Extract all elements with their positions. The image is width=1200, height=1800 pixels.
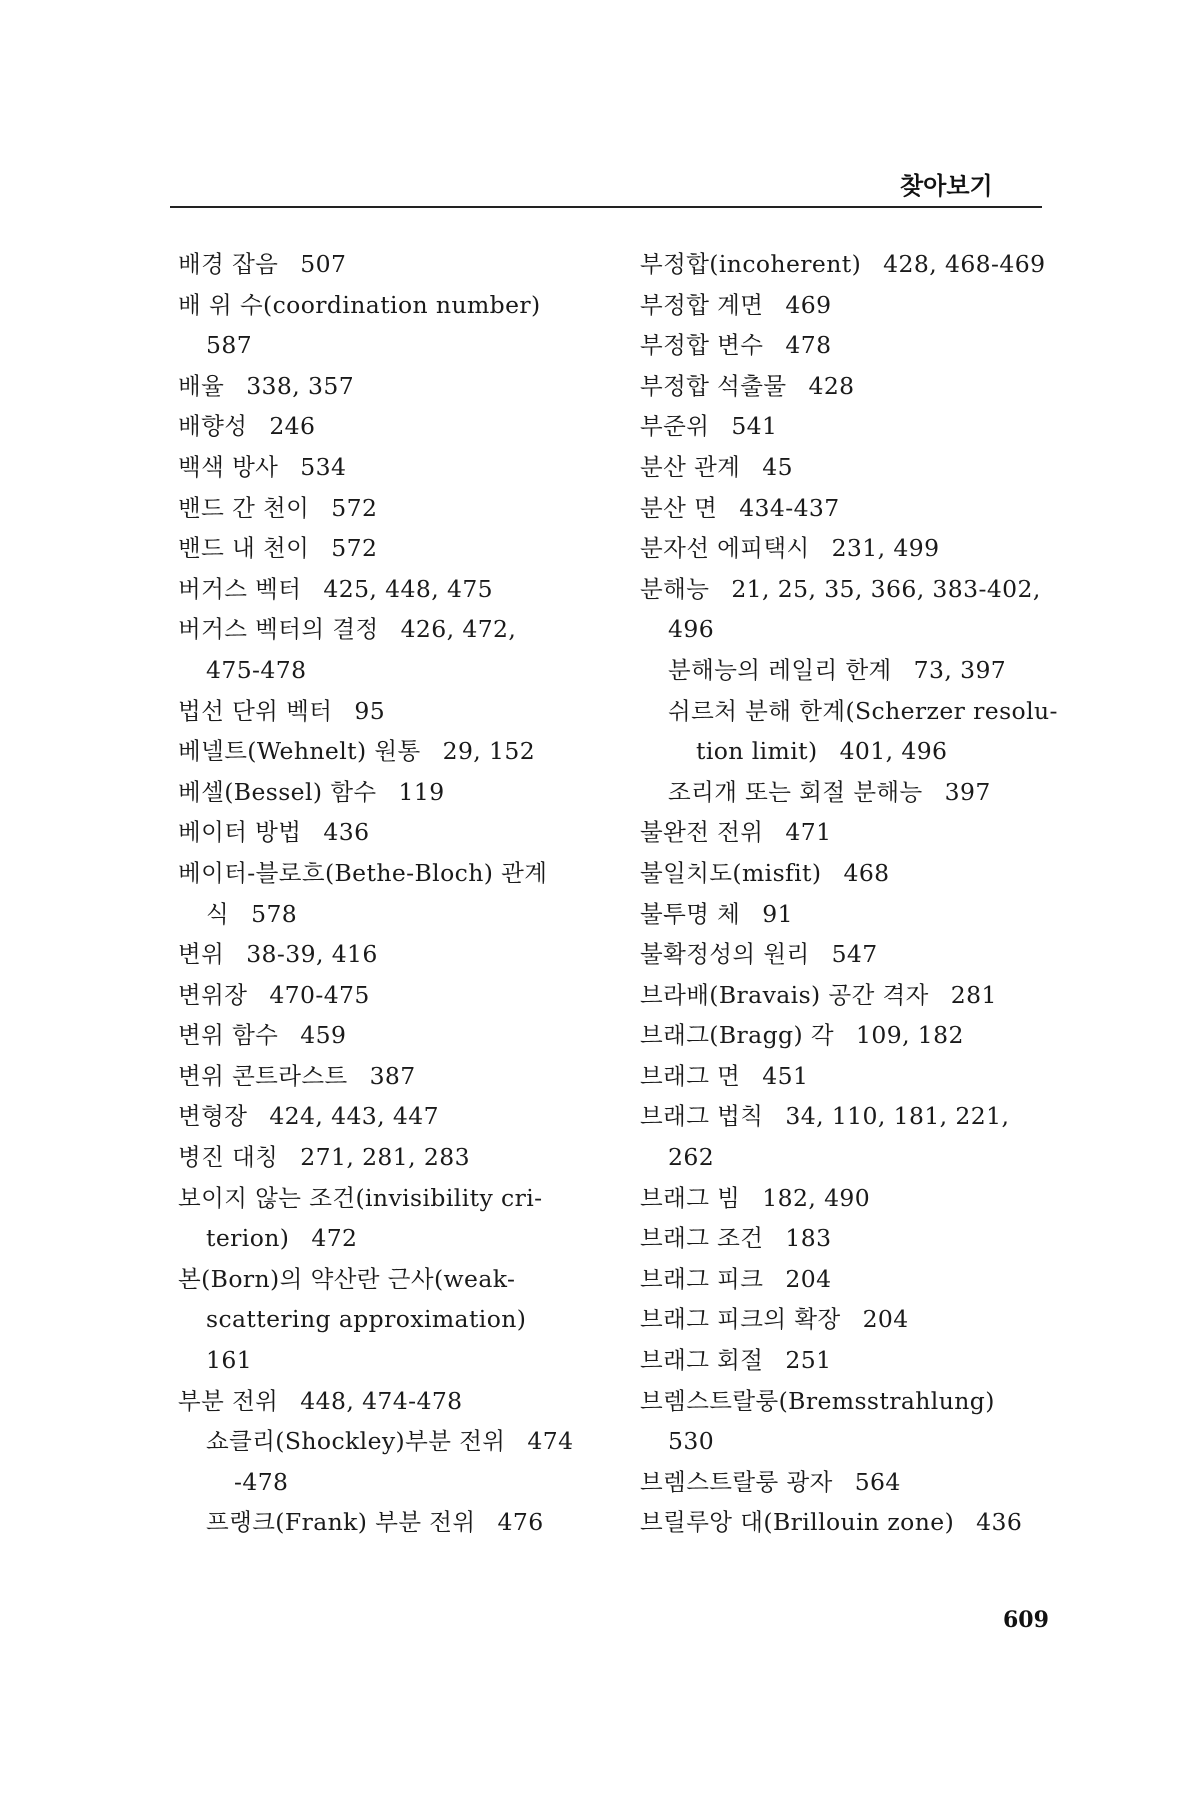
index-term: 보이지 않는 조건(invisibility cri- [178,1183,543,1212]
index-term: 분해능의 레일리 한계 [668,655,892,684]
index-entry [640,447,1090,488]
index-term: terion) [206,1224,290,1253]
index-entry [178,1381,618,1422]
index-entry [178,1178,618,1219]
index-term: 브래그 법칙 [640,1102,764,1131]
index-entry [178,975,618,1016]
index-entry [178,1015,618,1056]
index-entry [640,1137,1090,1178]
index-term: 부정합 석출물 [640,371,787,400]
index-entry [178,853,618,894]
page-references: 109, 182 [856,1021,964,1050]
page-references: 428 [808,371,855,400]
index-term: 베이터-블로흐(Bethe-Bloch) 관계 [178,858,548,887]
index-entry [640,1015,1090,1056]
page-references: 91 [762,899,793,928]
page-references: 496 [668,615,715,644]
page-references: 468 [843,858,890,887]
index-term: scattering approximation) [206,1305,527,1334]
index-entry [640,894,1090,935]
page-references: 541 [731,412,778,441]
index-entry [178,1096,618,1137]
page-references: 34, 110, 181, 221, [785,1102,1010,1131]
index-entry [178,609,618,650]
page-references: 281 [950,980,997,1009]
index-entry [640,569,1090,610]
index-term: 버거스 벡터 [178,574,302,603]
index-entry [178,528,618,569]
index-entry [178,1502,618,1543]
index-entry [640,325,1090,366]
index-entry [640,1381,1090,1422]
index-term: 변위장 [178,980,248,1009]
index-term: 본(Born)의 약산란 근사(weak- [178,1264,516,1293]
index-term: 식 [206,899,230,928]
page-references: 507 [300,250,347,278]
index-term: 쉬르처 분해 한계(Scherzer resolu- [668,696,1058,725]
page-references: 572 [331,534,378,563]
index-term: 불일치도(misfit) [640,858,822,887]
index-term: 분산 면 [640,493,718,522]
page-references: 231, 499 [831,534,940,563]
page-references: 271, 281, 283 [300,1143,470,1172]
index-term: 브래그(Bragg) 각 [640,1021,835,1050]
index-entry [178,1137,618,1178]
index-term: 분해능 [640,574,710,603]
index-entry [178,1056,618,1097]
index-term: 브래그 빔 [640,1183,741,1212]
index-entry [640,244,1090,285]
page-references: 472 [311,1224,358,1253]
index-term: 브래그 피크 [640,1264,764,1293]
index-entry [640,1096,1090,1137]
index-entry [178,488,618,529]
page-references: 547 [831,940,878,969]
index-term: 변형장 [178,1102,248,1131]
index-term: 분자선 에피택시 [640,534,810,563]
index-term: 베이터 방법 [178,818,302,847]
index-entry [178,1421,618,1462]
index-term: 브렘스트랄룽 광자 [640,1467,833,1496]
index-entry [640,1299,1090,1340]
page-references: 471 [785,818,832,847]
page-number: 609 [1003,1607,1049,1633]
index-entry [178,325,618,366]
index-term: 부준위 [640,412,710,441]
page-references: 338, 357 [246,371,355,400]
page-references: 564 [854,1467,901,1496]
page-references: 476 [497,1508,544,1537]
index-term: 배향성 [178,412,248,441]
page-references: 387 [369,1061,416,1090]
index-entry [178,285,618,326]
page-references: 38-39, 416 [246,940,378,969]
index-term: 밴드 내 천이 [178,534,310,563]
index-term: 변위 함수 [178,1021,279,1050]
page-references: 448, 474-478 [300,1386,463,1415]
page-references: 470-475 [269,980,370,1009]
page-references: 161 [206,1346,253,1375]
index-entry [178,731,618,772]
index-entry [640,609,1090,650]
page-references: 246 [269,412,316,441]
page-references: 478 [785,331,832,360]
index-entry [640,488,1090,529]
page-references: 204 [785,1264,832,1293]
index-entry [178,691,618,732]
index-entry [178,650,618,691]
index-entry [640,812,1090,853]
page-references: 183 [785,1224,832,1253]
index-column-left [178,244,618,1543]
page-references: 95 [354,696,386,725]
index-entry [640,528,1090,569]
index-entry [640,691,1090,732]
index-entry [178,1218,618,1259]
header-rule [170,206,1042,208]
index-entry [640,366,1090,407]
index-entry [640,285,1090,326]
index-term: 브라배(Bravais) 공간 격자 [640,980,929,1009]
index-entry [640,1421,1090,1462]
index-term: 배율 [178,371,225,400]
index-entry [640,1056,1090,1097]
page-references: 425, 448, 475 [323,574,494,603]
page-references: 73, 397 [913,655,1007,684]
index-term: 불완전 전위 [640,818,764,847]
index-entry [178,244,618,285]
index-entry [640,650,1090,691]
page-references: 578 [251,899,298,928]
page-references: 182, 490 [762,1183,871,1212]
index-term: 브래그 면 [640,1061,741,1090]
index-term: 베넬트(Wehnelt) 원통 [178,737,421,766]
index-term: 브렘스트랄룽(Bremsstrahlung) [640,1386,995,1415]
index-entry [640,1259,1090,1300]
index-term: 법선 단위 벡터 [178,696,333,725]
page-references: -478 [234,1467,289,1496]
index-term: 버거스 벡터의 결정 [178,615,379,644]
index-entry [640,1340,1090,1381]
page-references: 530 [668,1427,715,1456]
index-term: 브릴루앙 대(Brillouin zone) [640,1508,955,1537]
page-references: 401, 496 [839,737,948,766]
page-references: 434-437 [739,493,840,522]
page-references: 474 [527,1427,574,1456]
index-term: 부정합(incoherent) [640,250,862,278]
page-references: 21, 25, 35, 366, 383-402, [731,574,1041,603]
page-references: 469 [785,290,832,319]
index-entry [640,406,1090,447]
index-entry [178,812,618,853]
page-references: 428, 468-469 [883,250,1046,278]
index-entry [640,853,1090,894]
index-term: 브래그 피크의 확장 [640,1305,841,1334]
page-references: 436 [976,1508,1023,1537]
index-term: 변위 콘트라스트 [178,1061,348,1090]
page-references: 119 [398,777,445,806]
page-references: 587 [206,331,253,360]
index-term: 분산 관계 [640,452,741,481]
index-entry [178,406,618,447]
index-entry [640,1218,1090,1259]
page-references: 426, 472, [400,615,517,644]
index-term: 불확정성의 원리 [640,940,810,969]
index-entry [178,447,618,488]
index-entry [640,731,1090,772]
index-entry [640,934,1090,975]
index-entry [178,934,618,975]
index-term: 배 위 수(coordination number) [178,290,541,319]
page-references: 451 [762,1061,809,1090]
page-header-title: 찾아보기 [900,172,993,200]
index-entry [640,772,1090,813]
page-references: 45 [762,452,793,481]
index-term: 프랭크(Frank) 부분 전위 [206,1508,476,1537]
index-entry [640,1502,1090,1543]
index-term: 베셀(Bessel) 함수 [178,777,377,806]
index-term: 부정합 변수 [640,331,764,360]
index-term: 변위 [178,940,225,969]
index-entry [178,569,618,610]
page-references: 534 [300,452,347,481]
index-entry [640,975,1090,1016]
index-entry [640,1178,1090,1219]
page-references: 572 [331,493,378,522]
index-term: tion limit) [696,737,818,766]
index-term: 브래그 조건 [640,1224,764,1253]
index-term: 배경 잡음 [178,250,279,278]
index-term: 쇼클리(Shockley)부분 전위 [206,1427,506,1456]
index-term: 불투명 체 [640,899,741,928]
index-column-right [640,244,1090,1543]
index-term: 병진 대칭 [178,1143,279,1172]
page-references: 475-478 [206,655,307,684]
index-entry [178,1299,618,1340]
index-term: 백색 방사 [178,452,279,481]
page-references: 251 [785,1346,832,1375]
page-references: 436 [323,818,370,847]
index-term: 브래그 회절 [640,1346,764,1375]
page-references: 204 [862,1305,909,1334]
index-entry [178,894,618,935]
index-entry [640,1462,1090,1503]
index-term: 밴드 간 천이 [178,493,310,522]
index-term: 부정합 계면 [640,290,764,319]
page-references: 262 [668,1143,715,1172]
index-term: 부분 전위 [178,1386,279,1415]
page-references: 424, 443, 447 [269,1102,439,1131]
index-entry [178,772,618,813]
index-entry [178,1462,618,1503]
index-entry [178,1340,618,1381]
index-entry [178,366,618,407]
page-references: 397 [944,777,991,806]
page-references: 459 [300,1021,347,1050]
index-term: 조리개 또는 회절 분해능 [668,777,923,806]
page-references: 29, 152 [442,737,536,766]
index-entry [178,1259,618,1300]
